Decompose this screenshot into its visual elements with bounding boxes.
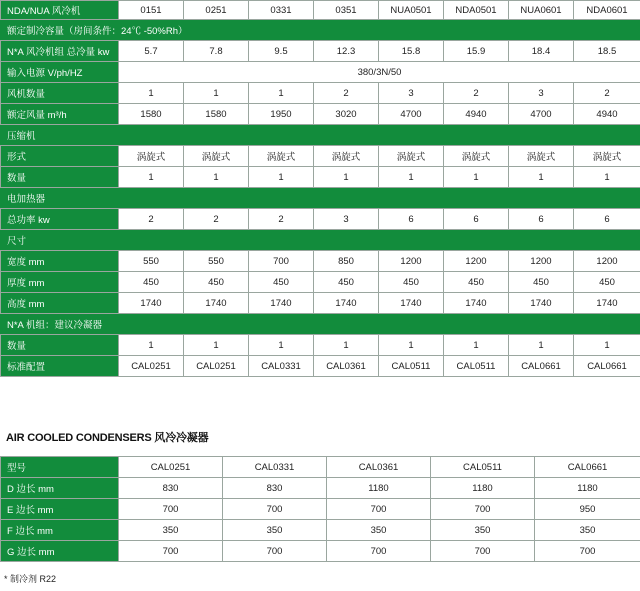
value-cell: 1 xyxy=(509,335,574,356)
value-cell: 1 xyxy=(379,335,444,356)
row-label: 额定风量 m³/h xyxy=(1,104,119,125)
section-header-row xyxy=(1,125,640,146)
value-cell: CAL0251 xyxy=(184,356,249,377)
value-cell: 450 xyxy=(509,272,574,293)
value-cell: CAL0251 xyxy=(119,356,184,377)
table-row xyxy=(1,520,640,541)
section-header-row xyxy=(1,188,640,209)
row-label: 数量 xyxy=(1,167,119,188)
value-cell: 350 xyxy=(535,520,640,541)
value-cell: 涡旋式 xyxy=(444,146,509,167)
table-row xyxy=(1,272,640,293)
value-cell: 2 xyxy=(574,83,640,104)
model-header-cell: CAL0511 xyxy=(431,457,535,478)
value-cell: 700 xyxy=(327,541,431,562)
value-cell: 1950 xyxy=(249,104,314,125)
value-cell: 1 xyxy=(509,167,574,188)
value-cell: 1 xyxy=(184,335,249,356)
value-cell: 1740 xyxy=(509,293,574,314)
value-cell: 涡旋式 xyxy=(379,146,444,167)
value-cell: 3 xyxy=(379,83,444,104)
value-cell: 1180 xyxy=(327,478,431,499)
model-header-row xyxy=(1,1,640,20)
value-cell: 2 xyxy=(249,209,314,230)
section-title: 尺寸 xyxy=(1,230,640,251)
value-cell: 1740 xyxy=(444,293,509,314)
table-row xyxy=(1,541,640,562)
value-cell: 6 xyxy=(509,209,574,230)
value-cell: 4940 xyxy=(574,104,640,125)
value-cell: 15.9 xyxy=(444,41,509,62)
value-cell: 450 xyxy=(379,272,444,293)
model-header-cell: NUA0501 xyxy=(379,1,444,20)
table-row xyxy=(1,62,640,83)
value-cell: CAL0511 xyxy=(379,356,444,377)
value-cell: 700 xyxy=(119,541,223,562)
model-header-cell: 0351 xyxy=(314,1,379,20)
value-cell: 涡旋式 xyxy=(509,146,574,167)
value-cell: 450 xyxy=(574,272,640,293)
table-row xyxy=(1,209,640,230)
value-cell: 350 xyxy=(327,520,431,541)
value-cell: 450 xyxy=(249,272,314,293)
value-cell: 15.8 xyxy=(379,41,444,62)
value-cell: 1 xyxy=(119,167,184,188)
table-row xyxy=(1,146,640,167)
value-cell: 700 xyxy=(249,251,314,272)
value-cell: 700 xyxy=(119,499,223,520)
value-cell: 6 xyxy=(444,209,509,230)
value-cell: 涡旋式 xyxy=(119,146,184,167)
row-label: 数量 xyxy=(1,335,119,356)
row-label: D 边长 mm xyxy=(1,478,119,499)
value-cell: 1200 xyxy=(379,251,444,272)
model-header-cell: 0151 xyxy=(119,1,184,20)
value-cell: 1 xyxy=(249,167,314,188)
value-cell: 350 xyxy=(223,520,327,541)
model-header-cell: NDA0501 xyxy=(444,1,509,20)
value-cell: 700 xyxy=(223,499,327,520)
condenser-spec-table xyxy=(0,456,640,562)
value-cell: 2 xyxy=(314,83,379,104)
row-label: G 边长 mm xyxy=(1,541,119,562)
table-row xyxy=(1,83,640,104)
row-label: 厚度 mm xyxy=(1,272,119,293)
value-cell: 700 xyxy=(535,541,640,562)
value-cell: 850 xyxy=(314,251,379,272)
value-cell: 4700 xyxy=(509,104,574,125)
value-cell: 700 xyxy=(223,541,327,562)
value-cell: 4700 xyxy=(379,104,444,125)
value-cell: 450 xyxy=(119,272,184,293)
value-cell: 1180 xyxy=(535,478,640,499)
row-label: N*A 风冷机组 总冷量 kw xyxy=(1,41,119,62)
value-cell: 4940 xyxy=(444,104,509,125)
value-cell: 1200 xyxy=(444,251,509,272)
value-cell: 1 xyxy=(184,83,249,104)
value-cell: 3 xyxy=(314,209,379,230)
section-header-row xyxy=(1,20,640,41)
value-cell: 450 xyxy=(314,272,379,293)
value-cell: CAL0331 xyxy=(249,356,314,377)
model-header-cell: CAL0251 xyxy=(119,457,223,478)
value-cell: 1 xyxy=(184,167,249,188)
value-cell: 1580 xyxy=(184,104,249,125)
value-cell: 700 xyxy=(431,499,535,520)
row-label: 风机数量 xyxy=(1,83,119,104)
value-cell: 6 xyxy=(574,209,640,230)
value-cell: 3020 xyxy=(314,104,379,125)
condenser-header-row xyxy=(1,457,640,478)
value-cell: 350 xyxy=(431,520,535,541)
value-cell: 涡旋式 xyxy=(249,146,314,167)
value-cell: 18.4 xyxy=(509,41,574,62)
condenser-section-title: AIR COOLED CONDENSERS 风冷冷凝器 xyxy=(6,432,209,444)
value-cell: 5.7 xyxy=(119,41,184,62)
value-cell: 涡旋式 xyxy=(574,146,640,167)
value-cell: 1 xyxy=(119,83,184,104)
value-cell: CAL0511 xyxy=(444,356,509,377)
value-cell: 1 xyxy=(574,167,640,188)
value-cell: 830 xyxy=(223,478,327,499)
value-cell: 2 xyxy=(119,209,184,230)
model-header-cell: CAL0331 xyxy=(223,457,327,478)
model-header-cell: CAL0361 xyxy=(327,457,431,478)
value-cell: 350 xyxy=(119,520,223,541)
spanned-value-cell: 380/3N/50 xyxy=(119,62,640,83)
value-cell: 1 xyxy=(249,335,314,356)
value-cell: 1580 xyxy=(119,104,184,125)
row-label: 宽度 mm xyxy=(1,251,119,272)
value-cell: 950 xyxy=(535,499,640,520)
header-label-cell: NDA/NUA 风冷机 xyxy=(1,1,119,20)
value-cell: 1740 xyxy=(184,293,249,314)
value-cell: 涡旋式 xyxy=(184,146,249,167)
value-cell: 550 xyxy=(119,251,184,272)
row-label: 标准配置 xyxy=(1,356,119,377)
value-cell: 1 xyxy=(119,335,184,356)
value-cell: 1 xyxy=(314,335,379,356)
model-header-cell: 0331 xyxy=(249,1,314,20)
value-cell: 7.8 xyxy=(184,41,249,62)
value-cell: 700 xyxy=(431,541,535,562)
value-cell: 1740 xyxy=(314,293,379,314)
value-cell: 1 xyxy=(379,167,444,188)
refrigerant-note: * 制冷剂 R22 xyxy=(4,574,57,584)
value-cell: 1200 xyxy=(509,251,574,272)
section-title: N*A 机组：建议冷凝器 xyxy=(1,314,640,335)
section-title: 电加热器 xyxy=(1,188,640,209)
table-row xyxy=(1,251,640,272)
value-cell: 2 xyxy=(444,83,509,104)
section-header-row xyxy=(1,230,640,251)
model-header-cell: 0251 xyxy=(184,1,249,20)
row-label: F 边长 mm xyxy=(1,520,119,541)
value-cell: 18.5 xyxy=(574,41,640,62)
section-title: 压缩机 xyxy=(1,125,640,146)
row-label: 总功率 kw xyxy=(1,209,119,230)
value-cell: CAL0661 xyxy=(509,356,574,377)
value-cell: 涡旋式 xyxy=(314,146,379,167)
value-cell: 1 xyxy=(249,83,314,104)
value-cell: 1 xyxy=(574,335,640,356)
value-cell: 700 xyxy=(327,499,431,520)
section-header-row xyxy=(1,314,640,335)
row-label: 形式 xyxy=(1,146,119,167)
value-cell: 12.3 xyxy=(314,41,379,62)
model-header-cell: NUA0601 xyxy=(509,1,574,20)
value-cell: 1 xyxy=(444,335,509,356)
value-cell: CAL0661 xyxy=(574,356,640,377)
row-label: 高度 mm xyxy=(1,293,119,314)
header-label-cell: 型号 xyxy=(1,457,119,478)
table-row xyxy=(1,104,640,125)
table-row xyxy=(1,167,640,188)
value-cell: 550 xyxy=(184,251,249,272)
table-row xyxy=(1,356,640,377)
table-row xyxy=(1,41,640,62)
value-cell: 1180 xyxy=(431,478,535,499)
value-cell: 1 xyxy=(314,167,379,188)
value-cell: 1740 xyxy=(249,293,314,314)
table-row xyxy=(1,335,640,356)
value-cell: 9.5 xyxy=(249,41,314,62)
value-cell: 450 xyxy=(444,272,509,293)
table-row xyxy=(1,499,640,520)
model-header-cell: CAL0661 xyxy=(535,457,640,478)
value-cell: 830 xyxy=(119,478,223,499)
value-cell: 450 xyxy=(184,272,249,293)
value-cell: 3 xyxy=(509,83,574,104)
value-cell: 2 xyxy=(184,209,249,230)
value-cell: 1740 xyxy=(574,293,640,314)
value-cell: 6 xyxy=(379,209,444,230)
model-header-cell: NDA0601 xyxy=(574,1,640,20)
section-title: 额定制冷容量（房间条件：24℃ -50%Rh） xyxy=(1,20,640,41)
value-cell: 1740 xyxy=(379,293,444,314)
row-label: 输入电源 V/ph/HZ xyxy=(1,62,119,83)
table-row xyxy=(1,293,640,314)
row-label: E 边长 mm xyxy=(1,499,119,520)
value-cell: 1740 xyxy=(119,293,184,314)
table-row xyxy=(1,478,640,499)
value-cell: 1200 xyxy=(574,251,640,272)
value-cell: CAL0361 xyxy=(314,356,379,377)
value-cell: 1 xyxy=(444,167,509,188)
